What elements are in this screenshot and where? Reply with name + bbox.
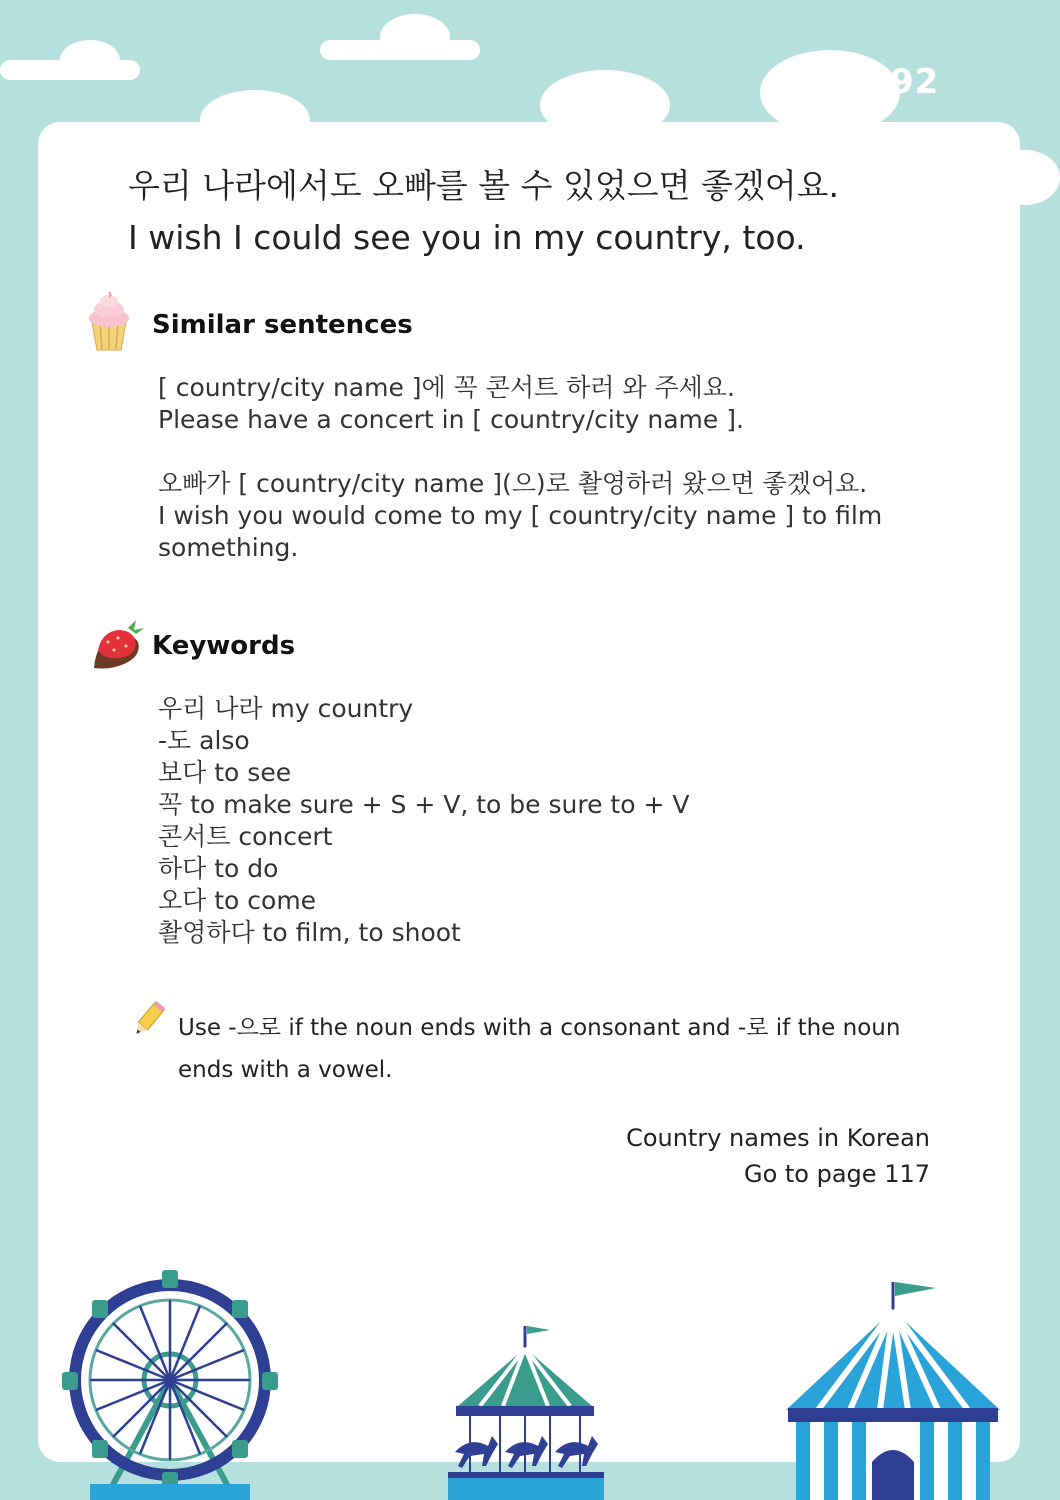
ferris-wheel-illustration	[62, 1270, 278, 1500]
similar-sentence-1-korean: [ country/city name ]에 꼭 콘서트 하러 와 주세요.	[158, 373, 735, 402]
keyword-item: 오다 to come	[158, 886, 317, 915]
amusement-park-scenery	[0, 1240, 1060, 1500]
keyword-item: 우리 나라 my country	[158, 694, 414, 723]
similar-sentence-2-korean: 오빠가 [ country/city name ](으)로 촬영하러 왔으면 좋겠어요.	[158, 469, 868, 498]
carousel-illustration	[448, 1326, 604, 1500]
cross-reference-title: Country names in Korean	[626, 1124, 930, 1152]
main-sentence-english: I wish I could see you in my country, too.	[128, 218, 806, 257]
pencil-icon	[128, 1000, 168, 1044]
keyword-item: 콘서트 concert	[158, 822, 333, 851]
keyword-item: 하다 to do	[158, 854, 279, 883]
grammar-note: Use -으로 if the noun ends with a consonant and -로 if the noun ends with a vowel.	[178, 1015, 901, 1083]
similar-sentence-1-english: Please have a concert in [ country/city name ].	[158, 405, 744, 434]
similar-sentence-2-english: something.	[158, 533, 299, 562]
cloud	[60, 40, 120, 80]
cloud	[380, 14, 450, 60]
cross-reference	[626, 1120, 930, 1192]
cross-reference-page-link[interactable]: Go to page 117	[743, 1160, 930, 1188]
strawberry-icon	[90, 616, 146, 676]
main-sentence-korean: 우리 나라에서도 오빠를 볼 수 있었으면 좋겠어요.	[128, 166, 839, 205]
keyword-item: 보다 to see	[158, 758, 292, 787]
keyword-item: 꼭 to make sure + S + V, to be sure to + V	[158, 790, 690, 819]
similar-sentence-2-english: I wish you would come to my [ country/city name ] to film	[158, 501, 883, 530]
similar-sentences-heading: Similar sentences	[152, 310, 413, 340]
similar-sentence-1	[158, 372, 744, 436]
keyword-item: -도 also	[158, 726, 250, 755]
circus-tent-illustration	[786, 1282, 1000, 1500]
similar-sentence-2	[158, 468, 882, 564]
keyword-list	[158, 693, 689, 949]
page-number: 92	[890, 62, 940, 102]
keywords-heading: Keywords	[152, 631, 296, 661]
cupcake-icon	[86, 290, 132, 356]
keyword-item: 촬영하다 to film, to shoot	[158, 918, 461, 947]
